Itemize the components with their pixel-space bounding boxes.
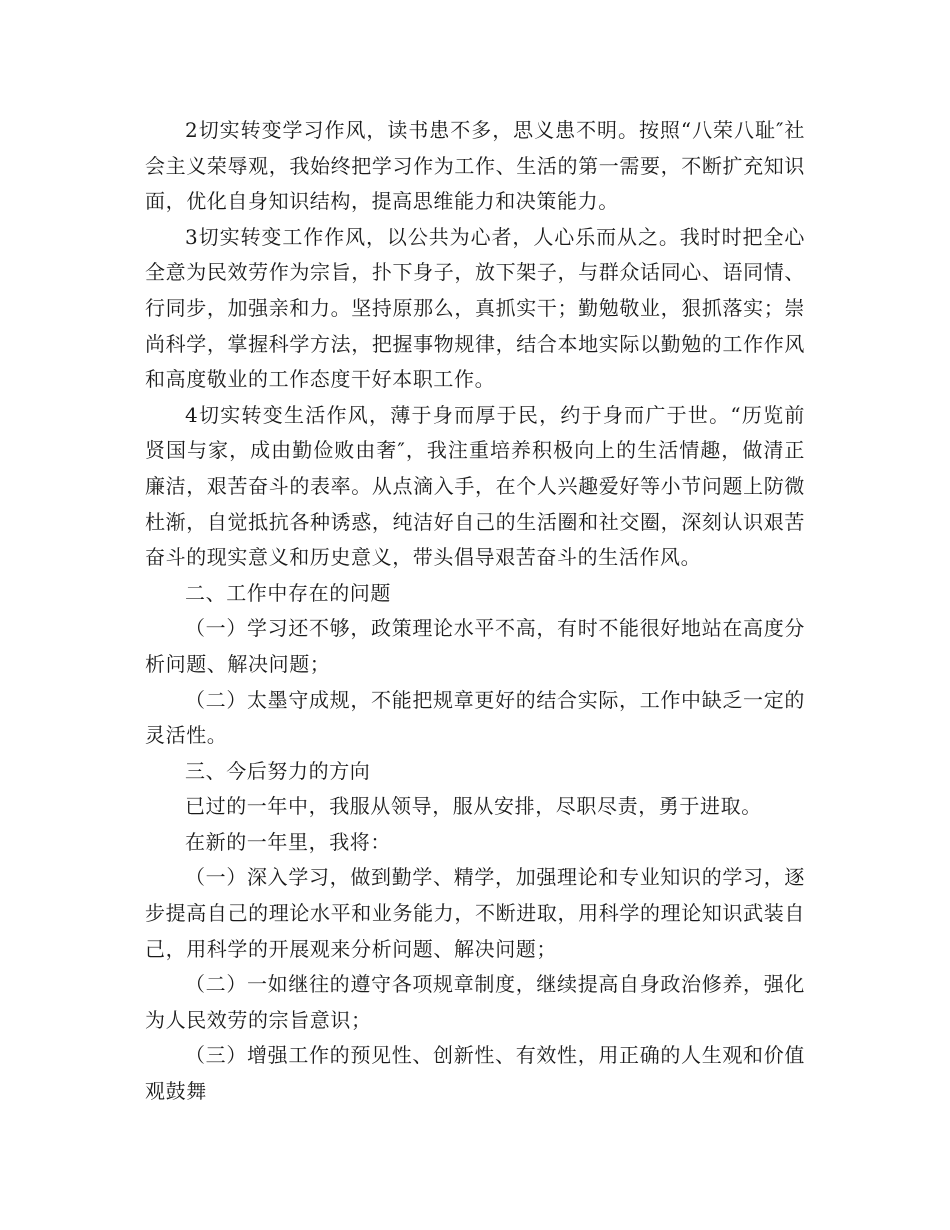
paragraph-work-style: 3切实转变工作作风，以公共为心者，人心乐而从之。我时时把全心全意为民效劳作为宗旨，扑下身子，放下架子，与群众话同心、语同情、行同步，加强亲和力。坚持原那么，真抓实干；勤勉敬业，狠抓落实；崇尚科学，掌握科学方法，把握事物规律，结合本地实际以勤勉的工作作风和高度敬业的工作态度干好本职工作。: [145, 224, 805, 392]
paragraph-problem-1: （一）学习还不够，政策理论水平不高，有时不能很好地站在高度分析问题、解决问题；: [145, 616, 805, 676]
paragraph-past-year: 已过的一年中，我服从领导，服从安排，尽职尽责，勇于进取。: [185, 794, 762, 819]
section-heading-direction: 三、今后努力的方向: [185, 758, 371, 783]
paragraph-new-year: 在新的一年里，我将：: [185, 829, 391, 854]
paragraph-plan-1: （一）深入学习，做到勤学、精学，加强理论和专业知识的学习，逐步提高自己的理论水平和业务能力，不断进取，用科学的理论知识武装自己，用科学的开展观来分析问题、解决问题；: [145, 865, 805, 961]
paragraph-plan-3: （三）增强工作的预见性、创新性、有效性，用正确的人生观和价值观鼓舞: [145, 1043, 805, 1104]
section-heading-problems: 二、工作中存在的问题: [185, 580, 391, 605]
document-body: [145, 113, 805, 1110]
paragraph-study-style: 2切实转变学习作风，读书患不多，思义患不明。按照“八荣八耻″社会主义荣辱观，我始终把学习作为工作、生活的第一需要，不断扩充知识面，优化自身知识结构，提高思维能力和决策能力。: [145, 118, 805, 214]
paragraph-problem-2: （二）太墨守成规，不能把规章更好的结合实际，工作中缺乏一定的灵活性。: [145, 687, 805, 748]
paragraph-life-style: 4切实转变生活作风，薄于身而厚于民，约于身而广于世。“历览前贤国与家，成由勤俭败由奢″，我注重培养积极向上的生活情趣，做清正廉洁，艰苦奋斗的表率。从点滴入手，在个人兴趣爱好等小节问题上防微杜渐，自觉抵抗各种诱惑，纯洁好自己的生活圈和社交圈，深刻认识艰苦奋斗的现实意义和历史意义，带头倡导艰苦奋斗的生活作风。: [145, 402, 805, 570]
paragraph-plan-2: （二）一如继往的遵守各项规章制度，继续提高自身政治修养，强化为人民效劳的宗旨意识；: [145, 972, 805, 1032]
